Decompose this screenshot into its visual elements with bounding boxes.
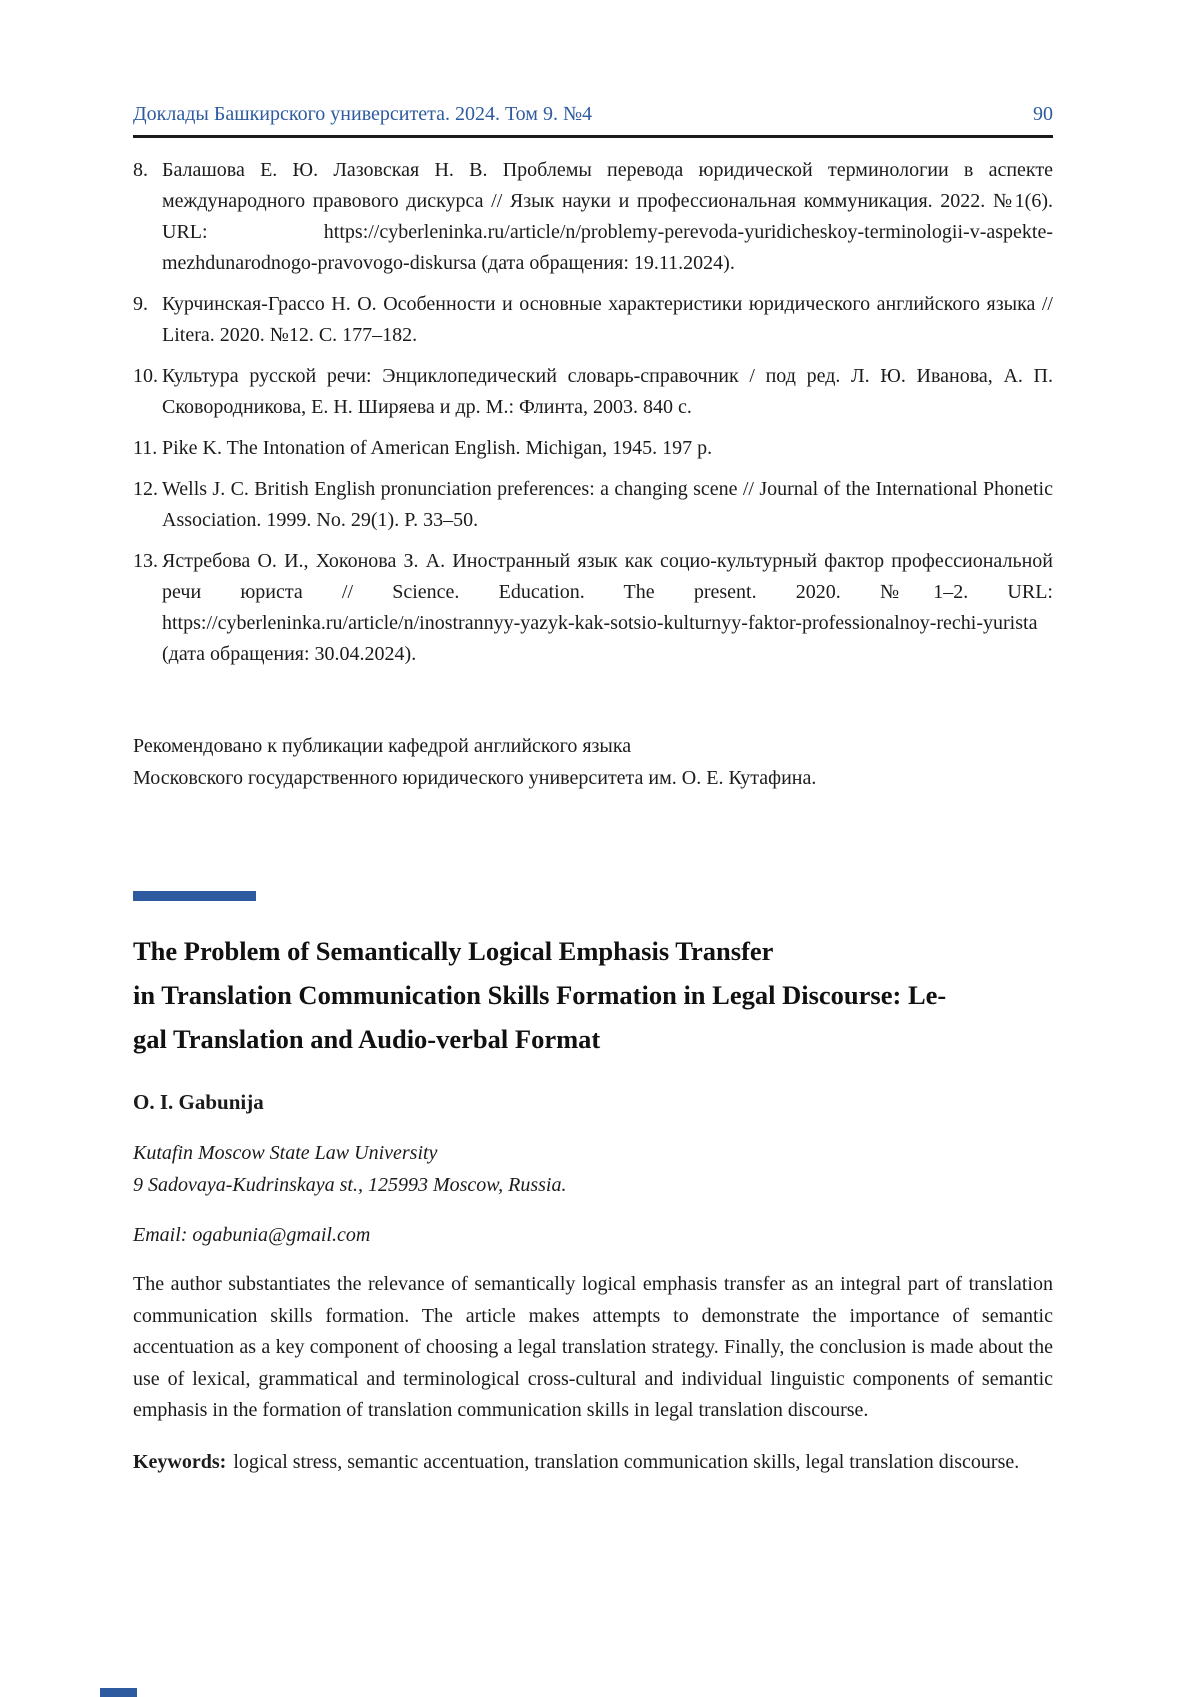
reference-number: 11.: [133, 437, 158, 459]
article-title: [133, 929, 1053, 1061]
keywords-paragraph: [133, 1446, 1053, 1478]
reference-text: Ястребова О. И., Хоконова З. А. Иностранный язык как социо-культурный фактор профессиональной речи юриста // Science. Education. The present. 2020. №1–2. URL: https://cyberleninka.ru/article/n/inostrannyy-yazyk-kak-sotsio-kulturnyy-faktor-professionalnoy-rechi-yurista (дата обращения: 30.04.2024).: [162, 550, 1053, 665]
author-name: O. I. Gabunija: [133, 1090, 264, 1114]
reference-number: 12.: [133, 478, 158, 500]
running-header: [133, 0, 1053, 127]
article-divider-bar: [133, 891, 256, 901]
header-rule: [133, 135, 1053, 138]
reference-number: 8.: [133, 159, 148, 181]
article-title-line: gal Translation and Audio-verbal Format: [133, 1024, 601, 1054]
affiliation-line: Kutafin Moscow State Law University: [133, 1142, 438, 1164]
journal-title: Доклады Башкирского университета. 2024. Том 9. №4: [133, 103, 593, 125]
recommendation-note: [133, 730, 1053, 794]
recommendation-line: Московского государственного юридического университета им. О. Е. Кутафина.: [133, 767, 817, 789]
article-title-line: in Translation Communication Skills Formation in Legal Discourse: Le-: [133, 980, 947, 1010]
references-list: [133, 155, 1053, 670]
reference-item: [133, 289, 1053, 351]
reference-text: Pike K. The Intonation of American English. Michigan, 1945. 197 p.: [162, 437, 713, 459]
reference-item: [133, 433, 1053, 464]
reference-number: 9.: [133, 293, 148, 315]
reference-text: Wells J. C. British English pronunciation preferences: a changing scene // Journal of the International Phonetic Association. 1999. No. 29(1). P. 33–50.: [162, 478, 1053, 531]
page-content: [133, 0, 1053, 1478]
next-page-bar-fragment: [100, 1688, 137, 1697]
keywords-text: logical stress, semantic accentuation, translation communication skills, legal translation discourse.: [233, 1450, 1020, 1473]
reference-text: Балашова Е. Ю. Лазовская Н. В. Проблемы перевода юридической терминологии в аспекте международного правового дискурса // Язык науки и профессиональная коммуникация. 2022. №1(6). URL: https://cyberleninka.ru/article/n/problemy-perevoda-yuridicheskoy-terminologii-v-aspekte-mezhdunarodnogo-pravovogo-diskursa (дата обращения: 19.11.2024).: [162, 159, 1053, 274]
affiliation-line: 9 Sadovaya-Kudrinskaya st., 125993 Moscow, Russia.: [133, 1174, 567, 1196]
reference-number: 13.: [133, 550, 158, 572]
reference-number: 10.: [133, 365, 158, 387]
article-title-line: The Problem of Semantically Logical Emphasis Transfer: [133, 936, 774, 966]
recommendation-line: Рекомендовано к публикации кафедрой английского языка: [133, 735, 632, 757]
reference-text: Культура русской речи: Энциклопедический словарь-справочник / под ред. Л. Ю. Иванова, А. П. Сковородникова, Е. Н. Ширяева и др. М.: Флинта, 2003. 840 с.: [162, 365, 1053, 418]
author-affiliation: [133, 1137, 1053, 1201]
reference-text: Курчинская-Грассо Н. О. Особенности и основные характеристики юридического английского языка // Litera. 2020. №12. С. 177–182.: [162, 293, 1053, 346]
reference-item: [133, 361, 1053, 423]
reference-item: [133, 546, 1053, 670]
page-number: 90: [1033, 103, 1053, 125]
abstract-text: The author substantiates the relevance of semantically logical emphasis transfer as an integral part of translation communication skills formation. The article makes attempts to demonstrate the importance of semantic accentuation as a key component of choosing a legal translation strategy. Finally, the conclusion is made about the use of lexical, grammatical and terminological cross-cultural and individual linguistic components of semantic emphasis in the formation of translation communication skills in legal translation discourse.: [133, 1273, 1053, 1421]
author-email: Email: ogabunia@gmail.com: [133, 1224, 371, 1246]
reference-item: [133, 155, 1053, 279]
keywords-label: Keywords:: [133, 1450, 227, 1473]
reference-item: [133, 474, 1053, 536]
